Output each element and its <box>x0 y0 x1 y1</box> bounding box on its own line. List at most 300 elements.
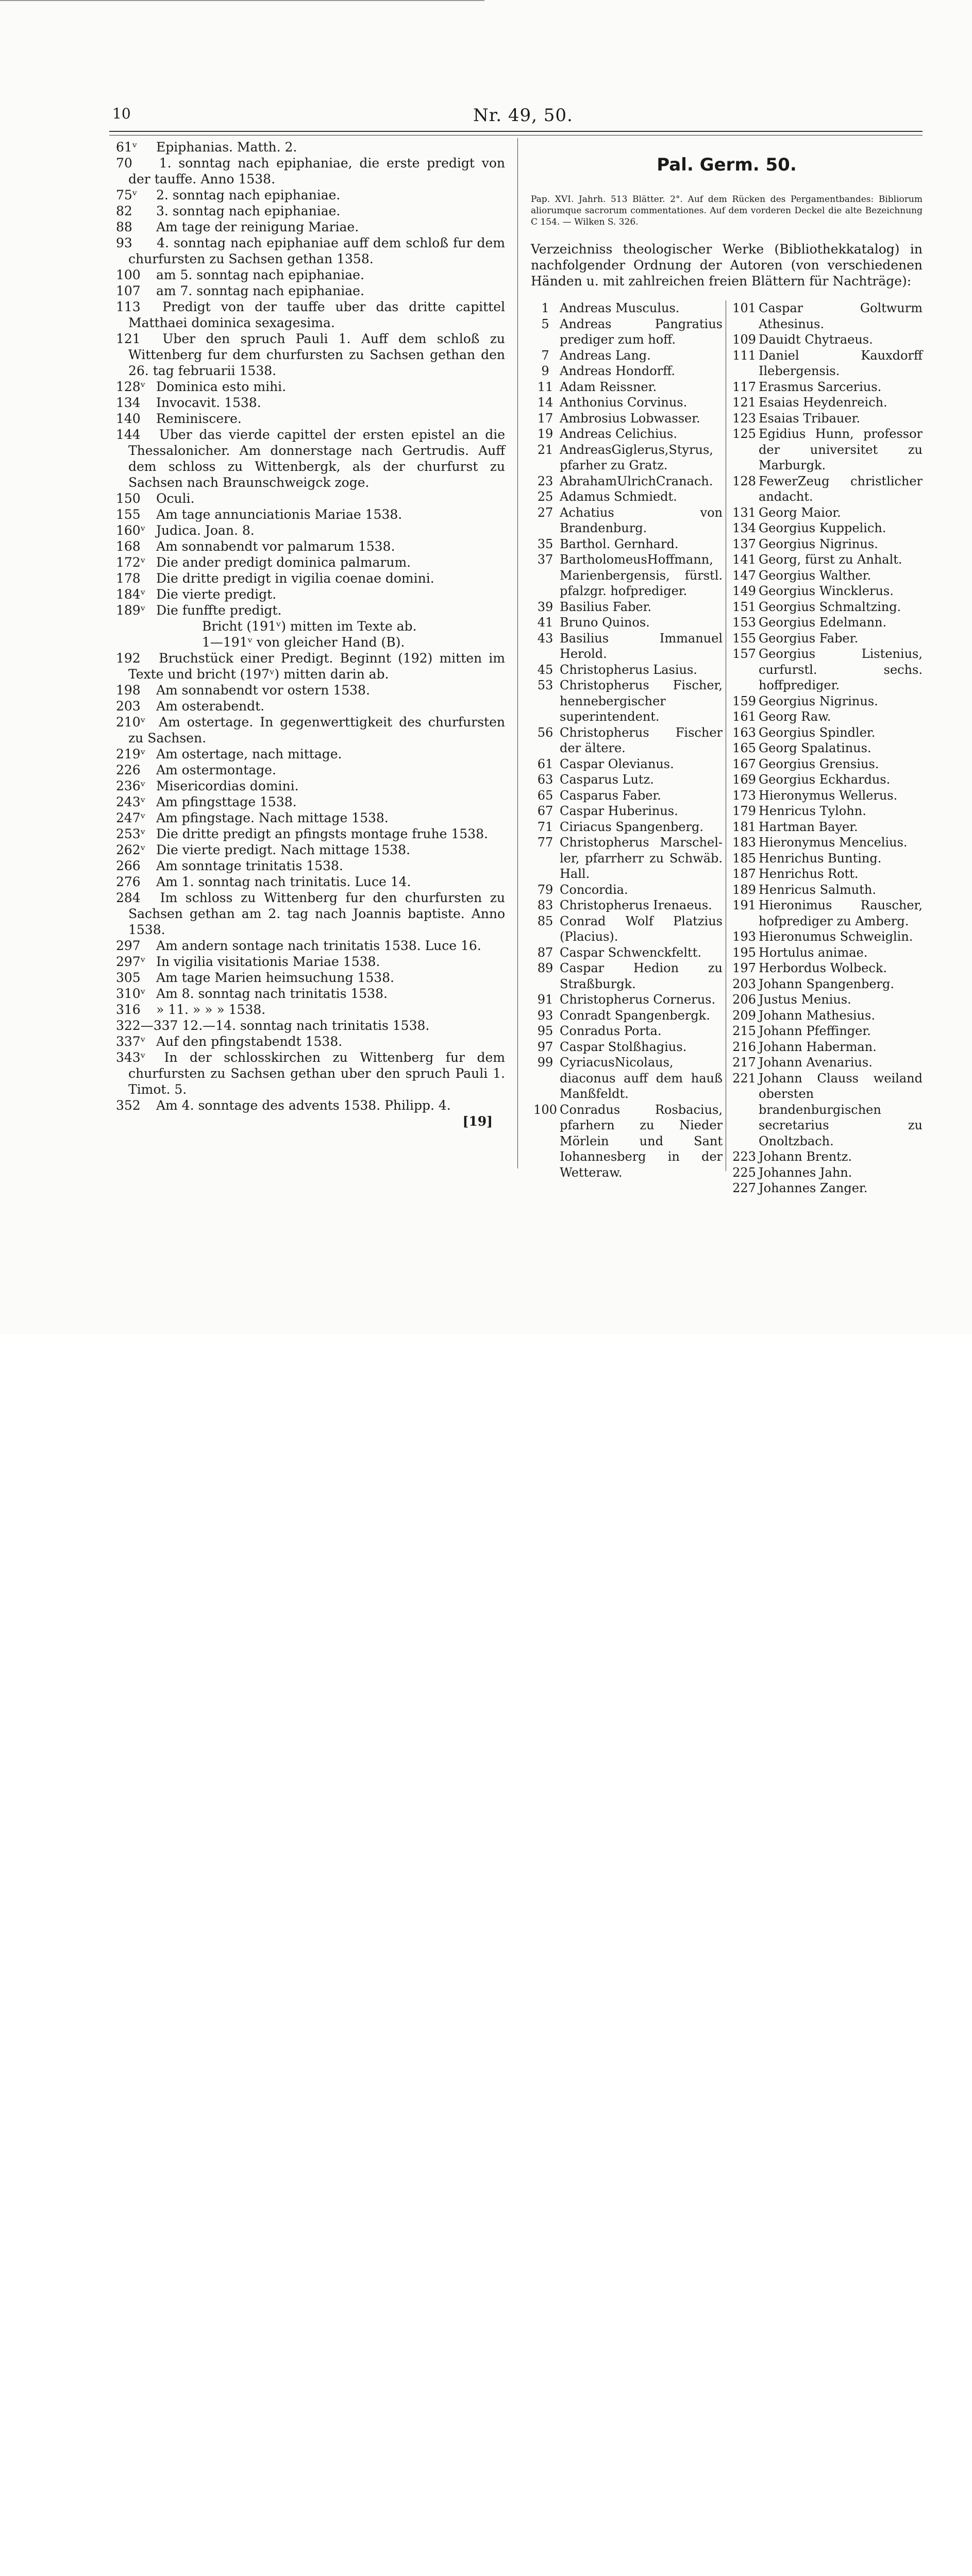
author-entry <box>730 505 923 521</box>
author-folio: 65 <box>537 788 554 803</box>
sermon-text: Die dritte predigt an pfingsts montage fruhe 1538. <box>156 826 488 841</box>
sermon-entry <box>109 1002 505 1018</box>
author-folio: 56 <box>537 725 554 740</box>
sermon-text: Am sonnabendt vor ostern 1538. <box>156 683 370 698</box>
author-name: Andreas Pangratius prediger zum hoff. <box>560 316 723 347</box>
sermon-entry <box>109 1097 505 1113</box>
author-name: Christopherus Fischer, hennebergischer superintendent. <box>560 678 723 724</box>
author-name: Georgius Faber. <box>759 631 859 646</box>
author-folio: 157 <box>732 647 756 661</box>
note-line: Bricht (191ᵛ) mitten im Texte ab. <box>202 619 417 634</box>
author-name: Christopherus Lasius. <box>560 662 697 677</box>
author-entry <box>531 960 723 992</box>
author-name: Conradus Rosbacius, pfarhern zu Nieder Mörlein und Sant Iohannesberg in der Wetteraw. <box>560 1102 723 1180</box>
sermon-text: Oculi. <box>156 491 195 506</box>
sermon-text: In vigilia visitationis Mariae 1538. <box>156 954 380 969</box>
folio-number: 178 <box>116 571 141 586</box>
author-entry <box>531 379 723 395</box>
sermon-entry <box>109 954 505 970</box>
author-name: Casparus Faber. <box>560 788 661 803</box>
sermon-text: 12.—14. sonntag nach trinitatis 1538. <box>182 1018 430 1033</box>
author-entry <box>730 882 923 898</box>
author-name: Herbordus Wolbeck. <box>759 961 887 975</box>
author-folio: 100 <box>533 1102 557 1117</box>
author-name: AbrahamUlrichCranach. <box>560 473 713 488</box>
author-entry <box>531 677 723 725</box>
author-folio: 151 <box>732 599 756 614</box>
author-name: Basilius Immanuel Herold. <box>560 631 723 661</box>
author-entry <box>531 552 723 599</box>
author-entry <box>730 1055 923 1071</box>
author-name: Johann Clauss weiland obersten brandenburgischen secretarius zu Onoltzbach. <box>759 1071 923 1148</box>
sermon-entry <box>109 1033 505 1049</box>
author-folio: 195 <box>732 945 756 960</box>
author-entry <box>730 803 923 819</box>
sermon-entry <box>109 746 505 762</box>
author-entry <box>730 1039 923 1055</box>
author-entry <box>531 662 723 678</box>
sermon-text: Bruchstück einer Predigt. Beginnt (192) mitten im Texte und bricht (197ᵛ) mitten darin ab. <box>128 651 505 682</box>
author-name: Johann Pfeffinger. <box>759 1024 871 1038</box>
author-folio: 9 <box>541 364 549 378</box>
folio-number: 247ᵛ <box>116 810 146 825</box>
sermon-text: Am tage Marien heimsuchung 1538. <box>156 970 395 985</box>
sermon-text: Die vierte predigt. <box>156 587 277 602</box>
sermon-text: Am 8. sonntag nach trinitatis 1538. <box>156 986 388 1001</box>
author-name: Henrichus Bunting. <box>759 851 882 866</box>
manuscript-title: Pal. Germ. 50. <box>657 155 797 175</box>
sermon-text: Die funffte predigt. <box>156 603 282 618</box>
author-folio: 61 <box>537 756 554 771</box>
header-rule-thick <box>109 131 923 132</box>
folio-number: 322—337 <box>116 1018 178 1033</box>
author-folio: 79 <box>537 882 554 897</box>
sermon-entry <box>109 650 505 682</box>
folio-number: 140 <box>116 411 141 426</box>
sermon-text: Die ander predigt dominica palmarum. <box>156 555 411 570</box>
left-column-sermon-list <box>109 139 505 1129</box>
author-name: Caspar Huberinus. <box>560 804 678 818</box>
sermon-entry <box>109 874 505 890</box>
sermon-entry <box>109 794 505 810</box>
sermon-text: Am sonntage trinitatis 1538. <box>156 858 343 873</box>
author-entry <box>730 1149 923 1165</box>
author-folio: 11 <box>537 379 554 394</box>
sermon-text: Reminiscere. <box>156 411 242 426</box>
author-entry <box>531 615 723 631</box>
author-entry <box>730 615 923 631</box>
author-folio: 99 <box>537 1055 554 1070</box>
folio-number: 210ᵛ <box>116 715 146 730</box>
author-list-right <box>730 300 923 1196</box>
sermon-entry <box>109 570 505 586</box>
author-name: Johann Brentz. <box>759 1149 852 1164</box>
author-entry <box>531 1023 723 1039</box>
author-folio: 159 <box>732 693 756 708</box>
sermon-entry <box>109 203 505 219</box>
author-folio: 125 <box>732 427 756 441</box>
sermon-entry <box>109 858 505 874</box>
author-entry <box>531 316 723 348</box>
author-name: Georg Spalatinus. <box>759 741 872 755</box>
author-name: Bruno Quinos. <box>560 615 650 630</box>
sermon-entries-continued <box>109 650 505 1113</box>
sermon-text: Die dritte predigt in vigilia coenae domini. <box>156 571 434 586</box>
folio-number: 107 <box>116 283 141 298</box>
author-folio: 37 <box>537 552 554 567</box>
sermon-entry <box>109 938 505 954</box>
author-entry <box>730 725 923 741</box>
sermon-text: Uber den spruch Pauli 1. Auff dem schloß zu Wittenberg fur dem churfursten zu Sachsen gethan den 26. tag februarii 1538. <box>128 331 505 378</box>
author-entry <box>531 363 723 379</box>
author-entry <box>730 395 923 411</box>
author-folio: 153 <box>732 615 756 630</box>
author-folio: 137 <box>732 536 756 551</box>
author-name: Johannes Jahn. <box>759 1165 852 1180</box>
sermon-entry <box>109 986 505 1002</box>
author-entry <box>730 348 923 379</box>
author-entry <box>531 300 723 316</box>
author-name: Casparus Lutz. <box>560 772 654 787</box>
sermon-entry <box>109 139 505 155</box>
author-folio: 45 <box>537 662 554 677</box>
running-header: Nr. 49, 50. <box>473 105 573 126</box>
folio-number: 82 <box>116 204 132 218</box>
author-entry <box>531 1102 723 1181</box>
sermon-text: Dominica esto mihi. <box>156 379 287 394</box>
author-folio: 19 <box>537 427 554 441</box>
author-name: Georgius Wincklerus. <box>759 584 894 598</box>
author-folio: 39 <box>537 599 554 614</box>
author-folio: 161 <box>732 709 756 724</box>
author-folio: 187 <box>732 867 756 881</box>
sermon-text: Auf den pfingstabendt 1538. <box>156 1034 343 1049</box>
sermon-text: Uber das vierde capittel der ersten epistel an die Thessalonicher. Am donnerstage nach Gertrudis. Auff dem schloss zu Wittenbergk, als der churfurst zu Sachsen nach Braunschweigck zoge. <box>128 427 506 490</box>
author-name: Achatius von Brandenburg. <box>560 505 723 535</box>
author-entry <box>531 819 723 835</box>
author-name: CyriacusNicolaus, diaconus auff dem hauß Manßfeldt. <box>560 1055 723 1101</box>
author-entry <box>531 1055 723 1102</box>
author-entry <box>730 552 923 568</box>
author-name: Ambrosius Lobwasser. <box>560 411 700 426</box>
sermon-text: Am sonnabendt vor palmarum 1538. <box>156 539 395 554</box>
author-entry <box>531 835 723 882</box>
sermon-text: Invocavit. 1538. <box>156 395 261 410</box>
author-folio: 21 <box>537 442 554 457</box>
author-entry <box>531 631 723 662</box>
author-name: Dauidt Chytraeus. <box>759 332 873 347</box>
sermon-text: Die vierte predigt. Nach mittage 1538. <box>156 842 410 857</box>
author-folio: 41 <box>537 615 554 630</box>
author-folio: 216 <box>732 1039 756 1054</box>
author-name: Basilius Faber. <box>560 599 652 614</box>
author-name: FewerZeug christlicher andacht. <box>759 473 923 504</box>
sermon-text: Misericordias domini. <box>156 778 299 793</box>
author-entry <box>730 473 923 505</box>
author-folio: 179 <box>732 804 756 818</box>
author-name: Conradus Porta. <box>560 1024 662 1038</box>
sermon-entry <box>109 219 505 235</box>
author-folio: 97 <box>537 1039 554 1054</box>
author-entry <box>531 411 723 427</box>
author-entry <box>730 599 923 615</box>
author-entry <box>531 756 723 772</box>
folio-number: 184ᵛ <box>116 587 146 602</box>
author-name: Barthol. Gernhard. <box>560 536 679 551</box>
author-folio: 25 <box>537 489 554 504</box>
sermon-entry <box>109 506 505 522</box>
author-entry <box>730 756 923 772</box>
author-entry <box>730 788 923 804</box>
sermon-text: Am osterabendt. <box>156 699 265 714</box>
sermon-text: Am ostermontage. <box>156 762 276 777</box>
folio-number: 226 <box>116 762 141 777</box>
sermon-text: Epiphanias. Matth. 2. <box>156 140 297 155</box>
author-name: Caspar Hedion zu Straßburgk. <box>560 961 723 991</box>
right-column-catalog <box>531 155 923 1195</box>
folio-number: 75ᵛ <box>116 188 138 202</box>
author-folio: 206 <box>732 992 756 1007</box>
sermon-entry <box>109 427 505 490</box>
signature-mark: [19] <box>462 1114 493 1129</box>
folio-number: 219ᵛ <box>116 747 146 761</box>
sermon-text: 3. sonntag nach epiphaniae. <box>156 204 341 218</box>
author-folio: 193 <box>732 929 756 944</box>
column-separator <box>517 138 518 1168</box>
author-name: Georgius Eckhardus. <box>759 772 891 787</box>
sermon-entry <box>109 155 505 187</box>
catalog-intro: Verzeichniss theologischer Werke (Bibliothekkatalog) in nachfolgender Ordnung der Autoren (von verschiedenen Händen u. mit zahlreichen freien Blättern für Nachträge): <box>531 242 923 289</box>
author-entry <box>531 788 723 804</box>
author-entry <box>730 379 923 395</box>
author-folio: 167 <box>732 756 756 771</box>
author-entry <box>730 411 923 427</box>
folio-number: 352 <box>116 1098 141 1113</box>
author-name: Georgius Nigrinus. <box>759 536 878 551</box>
author-name: Concordia. <box>560 882 628 897</box>
author-name: Georgius Spindler. <box>759 725 876 740</box>
sermon-entry <box>109 299 505 331</box>
author-folio: 155 <box>732 631 756 646</box>
sermon-entry <box>109 586 505 602</box>
folio-number: 297ᵛ <box>116 954 146 969</box>
author-name: Esaias Heydenreich. <box>759 395 887 410</box>
author-entry <box>730 992 923 1008</box>
author-name: Hieronymus Wellerus. <box>759 788 898 803</box>
folio-number: 305 <box>116 970 141 985</box>
sermon-entry <box>109 810 505 826</box>
author-folio: 27 <box>537 505 554 520</box>
author-folio: 87 <box>537 945 554 960</box>
author-entry <box>531 945 723 961</box>
author-folio: 5 <box>541 316 549 331</box>
author-entry <box>531 803 723 819</box>
folio-number: 266 <box>116 858 141 873</box>
author-name: Justus Menius. <box>759 992 851 1007</box>
author-folio: 163 <box>732 725 756 740</box>
author-entry <box>730 945 923 961</box>
sermon-entry <box>109 842 505 858</box>
sermon-entry <box>109 538 505 554</box>
author-entry <box>730 819 923 835</box>
author-entry <box>531 348 723 364</box>
author-name: Georg Raw. <box>759 709 831 724</box>
folio-number: 276 <box>116 874 141 889</box>
sermon-entry <box>109 283 505 299</box>
sermon-text: Predigt von der tauffe uber das dritte capittel Matthaei dominica sexagesima. <box>128 299 506 330</box>
author-entry <box>531 599 723 615</box>
author-folio: 225 <box>732 1165 756 1180</box>
author-name: Johann Avenarius. <box>759 1055 873 1070</box>
author-name: Andreas Hondorff. <box>560 364 676 378</box>
sermon-entry <box>109 714 505 746</box>
author-entry <box>531 489 723 505</box>
author-name: Anthonius Corvinus. <box>560 395 688 410</box>
author-folio: 173 <box>732 788 756 803</box>
folio-number: 113 <box>116 299 141 314</box>
author-name: Caspar Goltwurm Athesinus. <box>759 301 923 331</box>
author-entry <box>531 426 723 442</box>
author-name: Johannes Zanger. <box>759 1181 868 1195</box>
folio-number: 203 <box>116 699 141 714</box>
author-entry <box>730 568 923 584</box>
author-folio: 197 <box>732 961 756 975</box>
author-folio: 165 <box>732 741 756 755</box>
sermon-text: Am ostertage, nach mittage. <box>156 747 342 761</box>
manuscript-description: Pap. XVI. Jahrh. 513 Blätter. 2°. Auf dem Rücken des Pergamentbandes: Bibliorum aliorumque sacrorum commentationes. Auf dem vorderen Deckel die alte Bezeichnung C 154. — Wilken S. 326. <box>531 194 923 227</box>
footer-bar <box>0 1334 972 1401</box>
folio-number: 198 <box>116 683 141 698</box>
author-folio: 35 <box>537 536 554 551</box>
author-name: Egidius Hunn, professor der universitet zu Marburgk. <box>759 427 923 472</box>
author-entry <box>730 1071 923 1149</box>
folio-number: 316 <box>116 1002 141 1017</box>
author-folio: 14 <box>537 395 554 410</box>
sermon-text: am 7. sonntag nach epiphaniae. <box>156 283 364 298</box>
sermon-entry <box>109 1018 505 1033</box>
author-folio: 203 <box>732 976 756 991</box>
author-entry <box>730 772 923 788</box>
author-name: Johann Mathesius. <box>759 1008 875 1023</box>
author-name: Andreas Lang. <box>560 348 651 363</box>
folio-number: 262ᵛ <box>116 842 146 857</box>
folio-number: 236ᵛ <box>116 778 146 793</box>
author-name: Hieronimus Rauscher, hofprediger zu Amberg. <box>759 898 923 928</box>
sermon-text: Am 4. sonntage des advents 1538. Philipp. 4. <box>156 1098 451 1113</box>
author-folio: 1 <box>541 301 549 315</box>
author-entry <box>531 913 723 945</box>
author-entry <box>531 1008 723 1024</box>
folio-number: 172ᵛ <box>116 555 146 570</box>
sermon-entry <box>109 235 505 267</box>
folio-number: 100 <box>116 267 141 282</box>
author-folio: 134 <box>732 521 756 535</box>
author-entry <box>730 709 923 725</box>
author-name: Christopherus Marschel-ler, pfarrherr zu Schwäb. Hall. <box>560 835 723 881</box>
author-folio: 227 <box>732 1181 756 1195</box>
author-entry <box>531 442 723 473</box>
author-entry <box>730 1180 923 1196</box>
sermon-text: Am 1. sonntag nach trinitatis. Luce 14. <box>156 874 411 889</box>
author-folio: 89 <box>537 961 554 975</box>
author-entry <box>730 426 923 473</box>
author-name: Henricus Tylohn. <box>759 804 866 818</box>
folio-number: 189ᵛ <box>116 603 146 618</box>
author-folio: 185 <box>732 851 756 866</box>
author-entry <box>531 897 723 913</box>
author-entry <box>730 300 923 332</box>
author-list-left <box>531 300 723 1180</box>
author-folio: 43 <box>537 631 554 646</box>
folio-number: 310ᵛ <box>116 986 146 1001</box>
author-folio: 63 <box>537 772 554 787</box>
sermon-text: Am pfingsttage 1538. <box>156 794 297 809</box>
author-folio: 131 <box>732 505 756 520</box>
author-name: Esaias Tribauer. <box>759 411 861 426</box>
author-name: Caspar Schwenckfeltt. <box>560 945 701 960</box>
author-entry <box>730 1165 923 1181</box>
author-folio: 169 <box>732 772 756 787</box>
sermon-text: Am pfingstage. Nach mittage 1538. <box>156 810 389 825</box>
author-entry <box>730 897 923 929</box>
author-folio: 93 <box>537 1008 554 1023</box>
author-entry <box>730 1023 923 1039</box>
author-folio: 109 <box>732 332 756 347</box>
sermon-entry <box>109 1049 505 1097</box>
sermon-entry <box>109 698 505 714</box>
author-entry <box>730 583 923 599</box>
sermon-entry <box>109 411 505 427</box>
author-entry <box>531 1039 723 1055</box>
folio-number: 128ᵛ <box>116 379 146 394</box>
folio-number: 61ᵛ <box>116 140 138 155</box>
author-entry <box>531 725 723 756</box>
author-folio: 117 <box>732 379 756 394</box>
author-name: Henricus Salmuth. <box>759 882 876 897</box>
sermon-entry <box>109 490 505 506</box>
author-entry <box>730 536 923 552</box>
folio-number: 253ᵛ <box>116 826 146 841</box>
sermon-text: Am andern sontage nach trinitatis 1538. Luce 16. <box>156 938 481 953</box>
author-folio: 189 <box>732 882 756 897</box>
author-folio: 215 <box>732 1024 756 1038</box>
sermon-text: am 5. sonntag nach epiphaniae. <box>156 267 364 282</box>
author-name: Caspar Olevianus. <box>560 756 674 771</box>
sermon-entry <box>109 379 505 395</box>
author-folio: 209 <box>732 1008 756 1023</box>
author-folio: 71 <box>537 819 554 834</box>
author-folio: 7 <box>541 348 549 363</box>
sermon-text: Am tage der reinigung Mariae. <box>156 219 359 234</box>
author-name: Conrad Wolf Platzius (Placius). <box>560 913 723 944</box>
author-entry <box>730 740 923 756</box>
author-folio: 91 <box>537 992 554 1007</box>
author-name: Georgius Edelmann. <box>759 615 887 630</box>
sermon-text: » 11. » » » 1538. <box>156 1002 266 1017</box>
author-folio: 111 <box>732 348 756 363</box>
note-line: 1—191ᵛ von gleicher Hand (B). <box>202 635 405 650</box>
sermon-entries <box>109 139 505 618</box>
author-name: Hieronumus Schweiglin. <box>759 929 913 944</box>
author-name: Conradt Spangenbergk. <box>560 1008 710 1023</box>
sermon-text: 1. sonntag nach epiphaniae, die erste predigt von der tauffe. Anno 1538. <box>128 156 505 187</box>
author-name: Georg Maior. <box>759 505 841 520</box>
author-name: Andreas Celichius. <box>560 427 677 441</box>
folio-number: 144 <box>116 427 141 442</box>
folio-number: 284 <box>116 890 141 905</box>
author-name: Georgius Listenius, curfurstl. sechs. hoffprediger. <box>759 647 923 692</box>
author-folio: 23 <box>537 473 554 488</box>
